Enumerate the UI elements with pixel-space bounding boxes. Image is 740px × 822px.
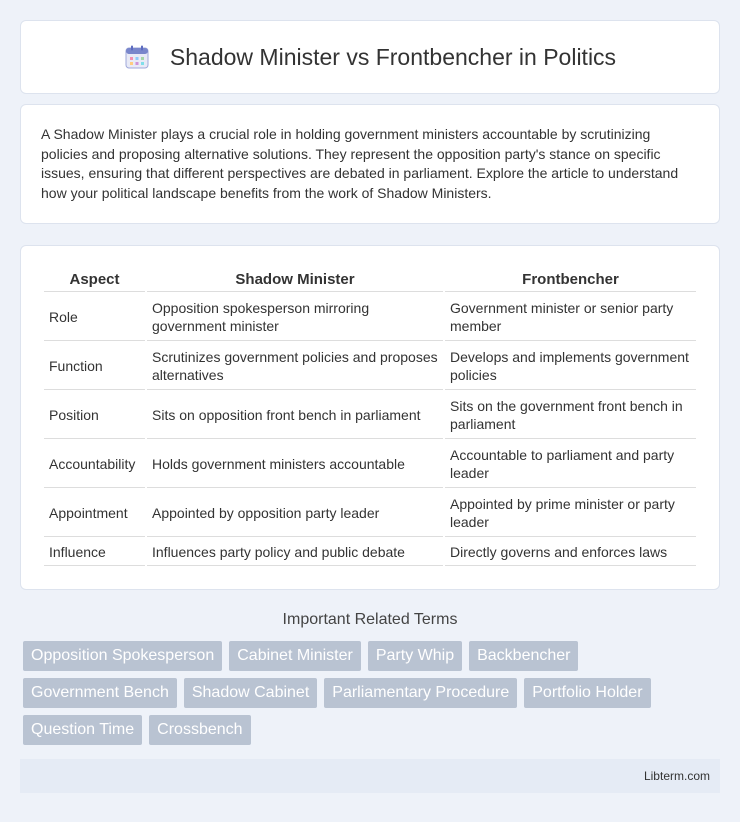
calendar-icon	[124, 44, 150, 70]
row-aspect: Appointment	[44, 490, 145, 537]
row-aspect: Function	[44, 343, 145, 390]
header-shadow-minister: Shadow Minister	[147, 268, 443, 292]
row-shadow-minister: Sits on opposition front bench in parliament	[147, 392, 443, 439]
table-row	[44, 441, 696, 488]
tag-party-whip[interactable]: Party Whip	[368, 641, 462, 671]
row-shadow-minister: Holds government ministers accountable	[147, 441, 443, 488]
tag-cabinet-minister[interactable]: Cabinet Minister	[229, 641, 361, 671]
row-aspect: Influence	[44, 539, 145, 566]
header-aspect: Aspect	[44, 268, 145, 292]
table-row	[44, 294, 696, 341]
row-shadow-minister: Appointed by opposition party leader	[147, 490, 443, 537]
table-row	[44, 343, 696, 390]
related-terms-heading: Important Related Terms	[282, 611, 458, 628]
table-header-row	[44, 268, 696, 292]
title-card	[20, 20, 720, 94]
table-row	[44, 539, 696, 566]
row-frontbencher: Sits on the government front bench in parliament	[445, 392, 696, 439]
row-frontbencher: Accountable to parliament and party leader	[445, 441, 696, 488]
tag-crossbench[interactable]: Crossbench	[149, 715, 250, 745]
row-frontbencher: Directly governs and enforces laws	[445, 539, 696, 566]
tag-question-time[interactable]: Question Time	[23, 715, 142, 745]
table-row	[44, 392, 696, 439]
comparison-table-card	[20, 245, 720, 590]
footer	[20, 759, 720, 793]
header-frontbencher: Frontbencher	[445, 268, 696, 292]
row-frontbencher: Develops and implements government policies	[445, 343, 696, 390]
comparison-table	[42, 266, 698, 568]
row-aspect: Accountability	[44, 441, 145, 488]
table-row	[44, 490, 696, 537]
tag-backbencher[interactable]: Backbencher	[469, 641, 578, 671]
row-frontbencher: Government minister or senior party member	[445, 294, 696, 341]
row-aspect: Position	[44, 392, 145, 439]
tag-parliamentary-procedure[interactable]: Parliamentary Procedure	[324, 678, 517, 708]
row-shadow-minister: Scrutinizes government policies and proposes alternatives	[147, 343, 443, 390]
footer-site-link[interactable]: Libterm.com	[643, 769, 710, 783]
intro-paragraph: A Shadow Minister plays a crucial role in holding government ministers accountable by scrutinizing policies and proposing alternative solutions. They represent the opposition party's stance on specific issues, ensuring that different perspectives are debated in parliament. Explore the article to understand how your political landscape benefits from the work of Shadow Ministers.	[20, 104, 720, 224]
tag-opposition-spokesperson[interactable]: Opposition Spokesperson	[23, 641, 222, 671]
tag-shadow-cabinet[interactable]: Shadow Cabinet	[184, 678, 317, 708]
tag-government-bench[interactable]: Government Bench	[23, 678, 177, 708]
row-shadow-minister: Opposition spokesperson mirroring government minister	[147, 294, 443, 341]
related-terms-list	[20, 641, 720, 745]
row-shadow-minister: Influences party policy and public debate	[147, 539, 443, 566]
page-title: Shadow Minister vs Frontbencher in Politics	[169, 43, 617, 70]
tag-portfolio-holder[interactable]: Portfolio Holder	[524, 678, 650, 708]
row-frontbencher: Appointed by prime minister or party leader	[445, 490, 696, 537]
row-aspect: Role	[44, 294, 145, 341]
